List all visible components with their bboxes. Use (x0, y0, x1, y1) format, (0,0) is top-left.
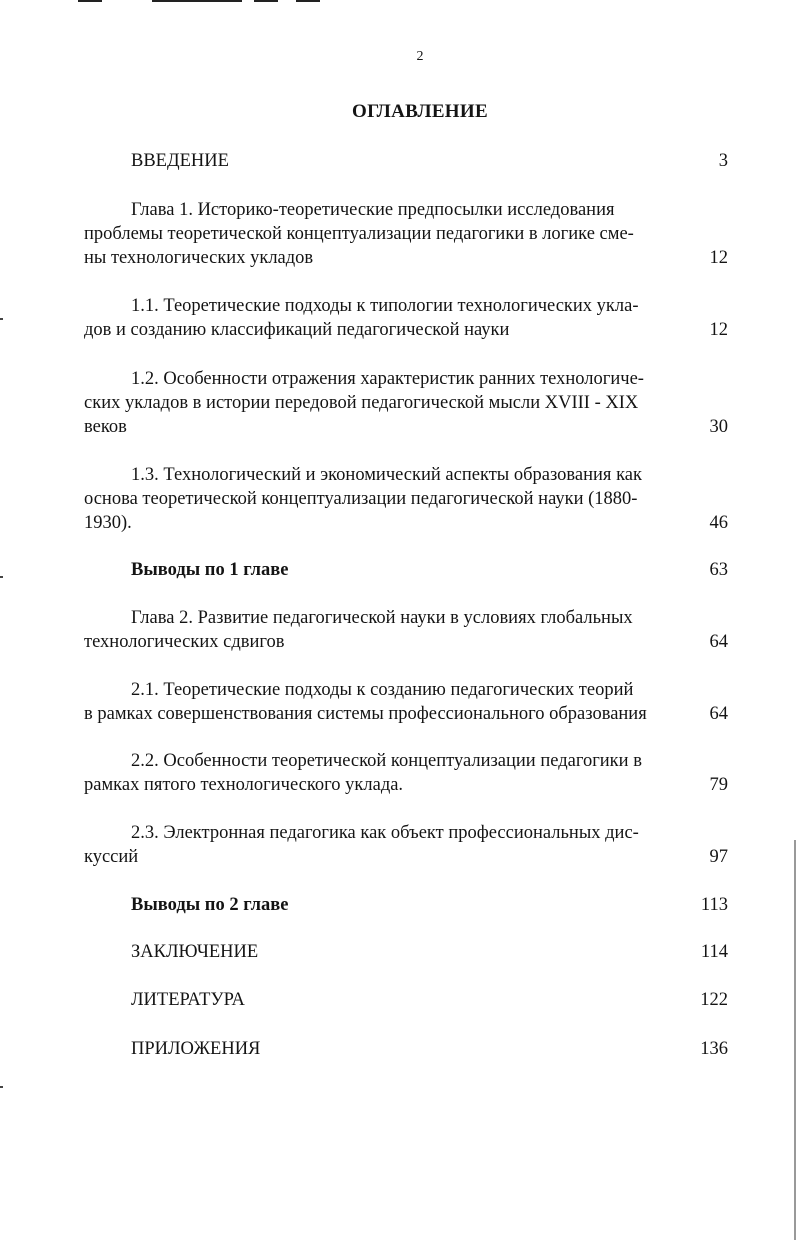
toc-entry-text (131, 1037, 691, 1061)
toc-line: ВВЕДЕНИЕ (131, 151, 229, 171)
toc-line: 1.2. Особенности отражения характеристик ранних технологиче- (131, 369, 644, 389)
toc-line: 1.3. Технологический и экономический аспекты образования как (131, 465, 642, 485)
toc-line: куссий (84, 847, 139, 867)
edge-tick (0, 1086, 3, 1088)
toc-line: Выводы по 2 главе (131, 895, 289, 915)
toc-entry-text (84, 749, 680, 797)
toc-line: Глава 2. Развитие педагогической науки в условиях глобальных (131, 608, 633, 628)
toc-page-number: 46 (709, 513, 728, 533)
toc-line: 2.3. Электронная педагогика как объект профессиональных дис- (131, 823, 639, 843)
toc-line: в рамках совершенствования системы профессионального образования (84, 704, 647, 724)
toc-page-number: 113 (700, 895, 728, 915)
toc-line: веков (84, 417, 127, 437)
toc-line: ны технологических укладов (84, 248, 314, 268)
page-number: 2 (416, 49, 424, 64)
toc-line: Выводы по 1 главе (131, 560, 289, 580)
toc-page-number: 64 (709, 632, 728, 652)
toc-entry-text (84, 821, 680, 869)
toc-line: дов и созданию классификаций педагогической науки (84, 320, 510, 340)
toc-line: ских укладов в истории передовой педагогической мысли XVIII - XIX (84, 393, 639, 413)
toc-entry-text (131, 940, 691, 964)
edge-tick (0, 318, 3, 320)
edge-tick (0, 576, 3, 578)
toc-line: ЛИТЕРАТУРА (131, 990, 245, 1010)
scan-mark (254, 0, 278, 2)
toc-entry-text (131, 988, 691, 1012)
scan-mark (296, 0, 320, 2)
toc-entry-text (131, 558, 691, 582)
toc-line: 2.2. Особенности теоретической концептуализации педагогики в (131, 751, 642, 771)
toc-line: основа теоретической концептуализации педагогической науки (1880- (84, 489, 638, 509)
toc-page-number: 30 (709, 417, 728, 437)
toc-page-number: 136 (700, 1039, 728, 1059)
toc-page-number: 97 (709, 847, 728, 867)
scan-mark (152, 0, 242, 2)
toc-page-number: 122 (700, 990, 728, 1010)
toc-entry-text (84, 463, 680, 535)
toc-line: 1930). (84, 513, 132, 533)
toc-line: технологических сдвигов (84, 632, 285, 652)
toc-page-number: 12 (709, 320, 728, 340)
toc-line: 1.1. Теоретические подходы к типологии технологических укла- (131, 296, 639, 316)
toc-page-number: 3 (718, 151, 728, 171)
toc-entry-text (84, 367, 680, 439)
toc-page-number: 63 (709, 560, 728, 580)
page-title: ОГЛАВЛЕНИЕ (352, 101, 488, 122)
toc-entry-text (84, 198, 680, 270)
toc-entry-text (131, 149, 691, 173)
toc-page-number: 114 (700, 942, 728, 962)
toc-entry-text (84, 606, 680, 654)
scan-mark (78, 0, 102, 2)
toc-entry-text (84, 678, 680, 726)
toc-entry-text (131, 893, 691, 917)
toc-line: проблемы теоретической концептуализации педагогики в логике сме- (84, 224, 634, 244)
toc-line: ЗАКЛЮЧЕНИЕ (131, 942, 259, 962)
toc-line: 2.1. Теоретические подходы к созданию педагогических теорий (131, 680, 634, 700)
toc-page-number: 12 (709, 248, 728, 268)
toc-page-number: 64 (709, 704, 728, 724)
toc-entry-text (84, 294, 680, 342)
toc-page-number: 79 (709, 775, 728, 795)
toc-line: рамках пятого технологического уклада. (84, 775, 404, 795)
toc-line: ПРИЛОЖЕНИЯ (131, 1039, 261, 1059)
toc-line: Глава 1. Историко-теоретические предпосылки исследования (131, 200, 615, 220)
